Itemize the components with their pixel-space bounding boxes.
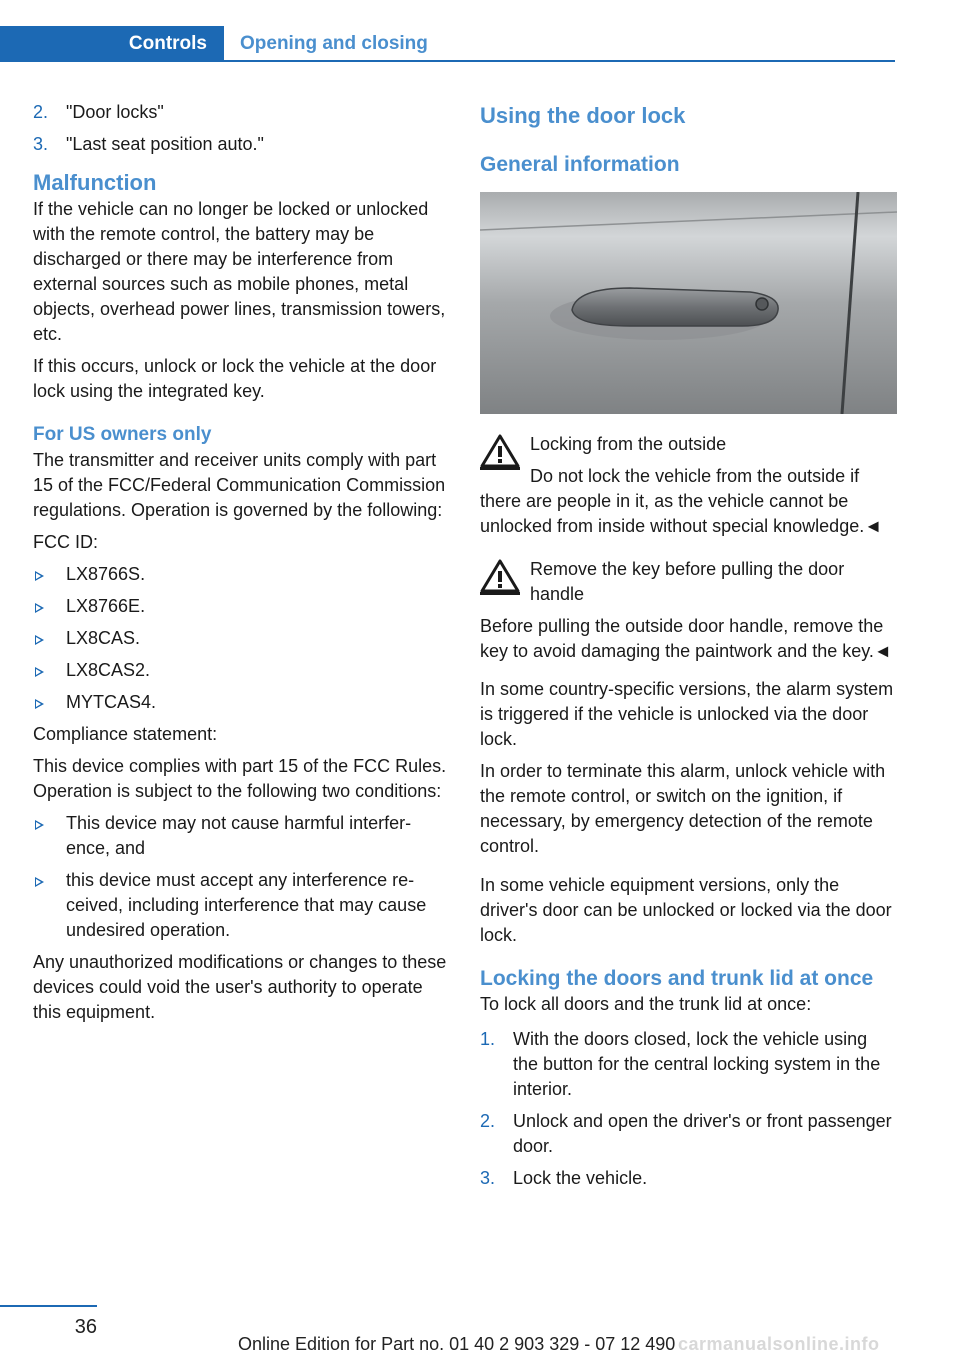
bullet-triangle-icon (35, 571, 44, 581)
step-text: "Last seat position auto." (66, 134, 264, 154)
header-rule (224, 60, 895, 62)
closing-paragraph: Any unauthorized modifications or changes to these devices could void the user's authority to operate this equipment. (33, 952, 447, 1022)
general-info-heading: General information (480, 153, 680, 176)
fcc-id: LX8766S. (66, 564, 146, 584)
edition-note: Online Edition for Part no. 01 40 2 903 329 - 07 12 490 (238, 1334, 676, 1354)
list-item (33, 811, 448, 861)
bullet-triangle-icon (35, 603, 44, 613)
section-tab: Controls (0, 26, 224, 62)
locking-steps (480, 1027, 897, 1191)
equipment-paragraph: In some vehicle equipment versions, only the driver's door can be unlocked or locked via the door lock. (480, 875, 892, 945)
malfunction-paragraph: If the vehicle can no longer be locked or unlocked with the remote control, the battery may be discharged or there may be interference from external sources such as mobile phones, metal objects, overhead power lines, transmission towers, etc. (33, 199, 446, 344)
page-number: 36 (74, 1316, 97, 1338)
alarm-terminate-paragraph: In order to terminate this alarm, unlock vehicle with the remote control, or switch on the ignition, if necessary, by emergency detection of the remote control. (480, 761, 886, 856)
list-item (33, 626, 448, 651)
list-item (480, 1109, 897, 1159)
list-item (33, 868, 448, 943)
step-text: Unlock and open the driver's or front passenger door. (513, 1111, 892, 1156)
warning-triangle-icon (480, 434, 520, 470)
page-header (0, 26, 895, 62)
page-number-rule (0, 1305, 97, 1307)
door-lock-heading: Using the door lock (480, 103, 686, 128)
chapter-title: Opening and closing (240, 33, 428, 54)
bullet-triangle-icon (35, 667, 44, 677)
condition-text: This device may not cause harmful interference, and (66, 813, 412, 858)
fcc-id-label: FCC ID: (33, 532, 98, 552)
bullet-triangle-icon (35, 699, 44, 709)
continued-steps (33, 100, 448, 157)
bullet-triangle-icon (35, 877, 44, 887)
fcc-id: LX8CAS2. (66, 660, 151, 680)
condition-text: this device must accept any interference received, including interference that may cause undesired operation. (66, 870, 427, 940)
step-number: 2. (480, 1111, 496, 1131)
step-text: With the doors closed, lock the vehicle using the button for the central locking system in the interior. (513, 1029, 881, 1099)
fcc-id-list (33, 562, 448, 715)
locking-heading: Locking the doors and trunk lid at once (480, 967, 874, 990)
fcc-id: LX8766E. (66, 596, 146, 616)
right-column (480, 100, 897, 1198)
left-column (33, 100, 448, 1032)
bullet-triangle-icon (35, 635, 44, 645)
warning-locking-outside (480, 432, 897, 457)
malfunction-heading: Malfunction (33, 170, 157, 195)
watermark: carmanualsonline.info (678, 1334, 880, 1354)
list-item (33, 100, 448, 125)
malfunction-paragraph: If this occurs, unlock or lock the vehicle at the door lock using the integrated key. (33, 356, 437, 401)
list-item (33, 594, 448, 619)
step-number: 3. (33, 134, 49, 154)
list-item (480, 1166, 897, 1191)
step-number: 2. (33, 102, 49, 122)
fcc-id: MYTCAS4. (66, 692, 157, 712)
list-item (480, 1027, 897, 1102)
step-text: Lock the vehicle. (513, 1168, 648, 1188)
warning-text: Before pulling the outside door handle, remove the key to avoid damaging the paintwork and the key.◄ (480, 616, 892, 661)
warning-title: Remove the key before pulling the door handle (530, 559, 845, 604)
warning-text: Do not lock the vehicle from the outside if there are people in it, as the vehicle cannot be unlocked from inside without special knowledge.◄ (480, 466, 883, 536)
warning-remove-key (480, 557, 897, 607)
door-handle-image (480, 192, 897, 414)
fcc-id: LX8CAS. (66, 628, 141, 648)
compliance-label: Compliance statement: (33, 724, 218, 744)
warning-title: Locking from the outside (530, 434, 727, 454)
bullet-triangle-icon (35, 820, 44, 830)
compliance-paragraph: This device complies with part 15 of the FCC Rules. Operation is subject to the following two conditions: (33, 756, 447, 801)
us-owners-heading: For US owners only (33, 424, 212, 445)
list-item (33, 690, 448, 715)
conditions-list (33, 811, 448, 943)
door-handle-illustration (480, 192, 897, 414)
fcc-paragraph: The transmitter and receiver units comply with part 15 of the FCC/Federal Communication Commission regulations. Operation is governed by the following: (33, 450, 446, 520)
list-item (33, 562, 448, 587)
list-item (33, 658, 448, 683)
locking-intro: To lock all doors and the trunk lid at once: (480, 994, 812, 1014)
step-number: 1. (480, 1029, 496, 1049)
step-text: "Door locks" (66, 102, 164, 122)
warning-triangle-icon (480, 559, 520, 595)
step-number: 3. (480, 1168, 496, 1188)
list-item (33, 132, 448, 157)
alarm-paragraph: In some country-specific versions, the alarm system is triggered if the vehicle is unlocked via the door lock. (480, 679, 894, 749)
